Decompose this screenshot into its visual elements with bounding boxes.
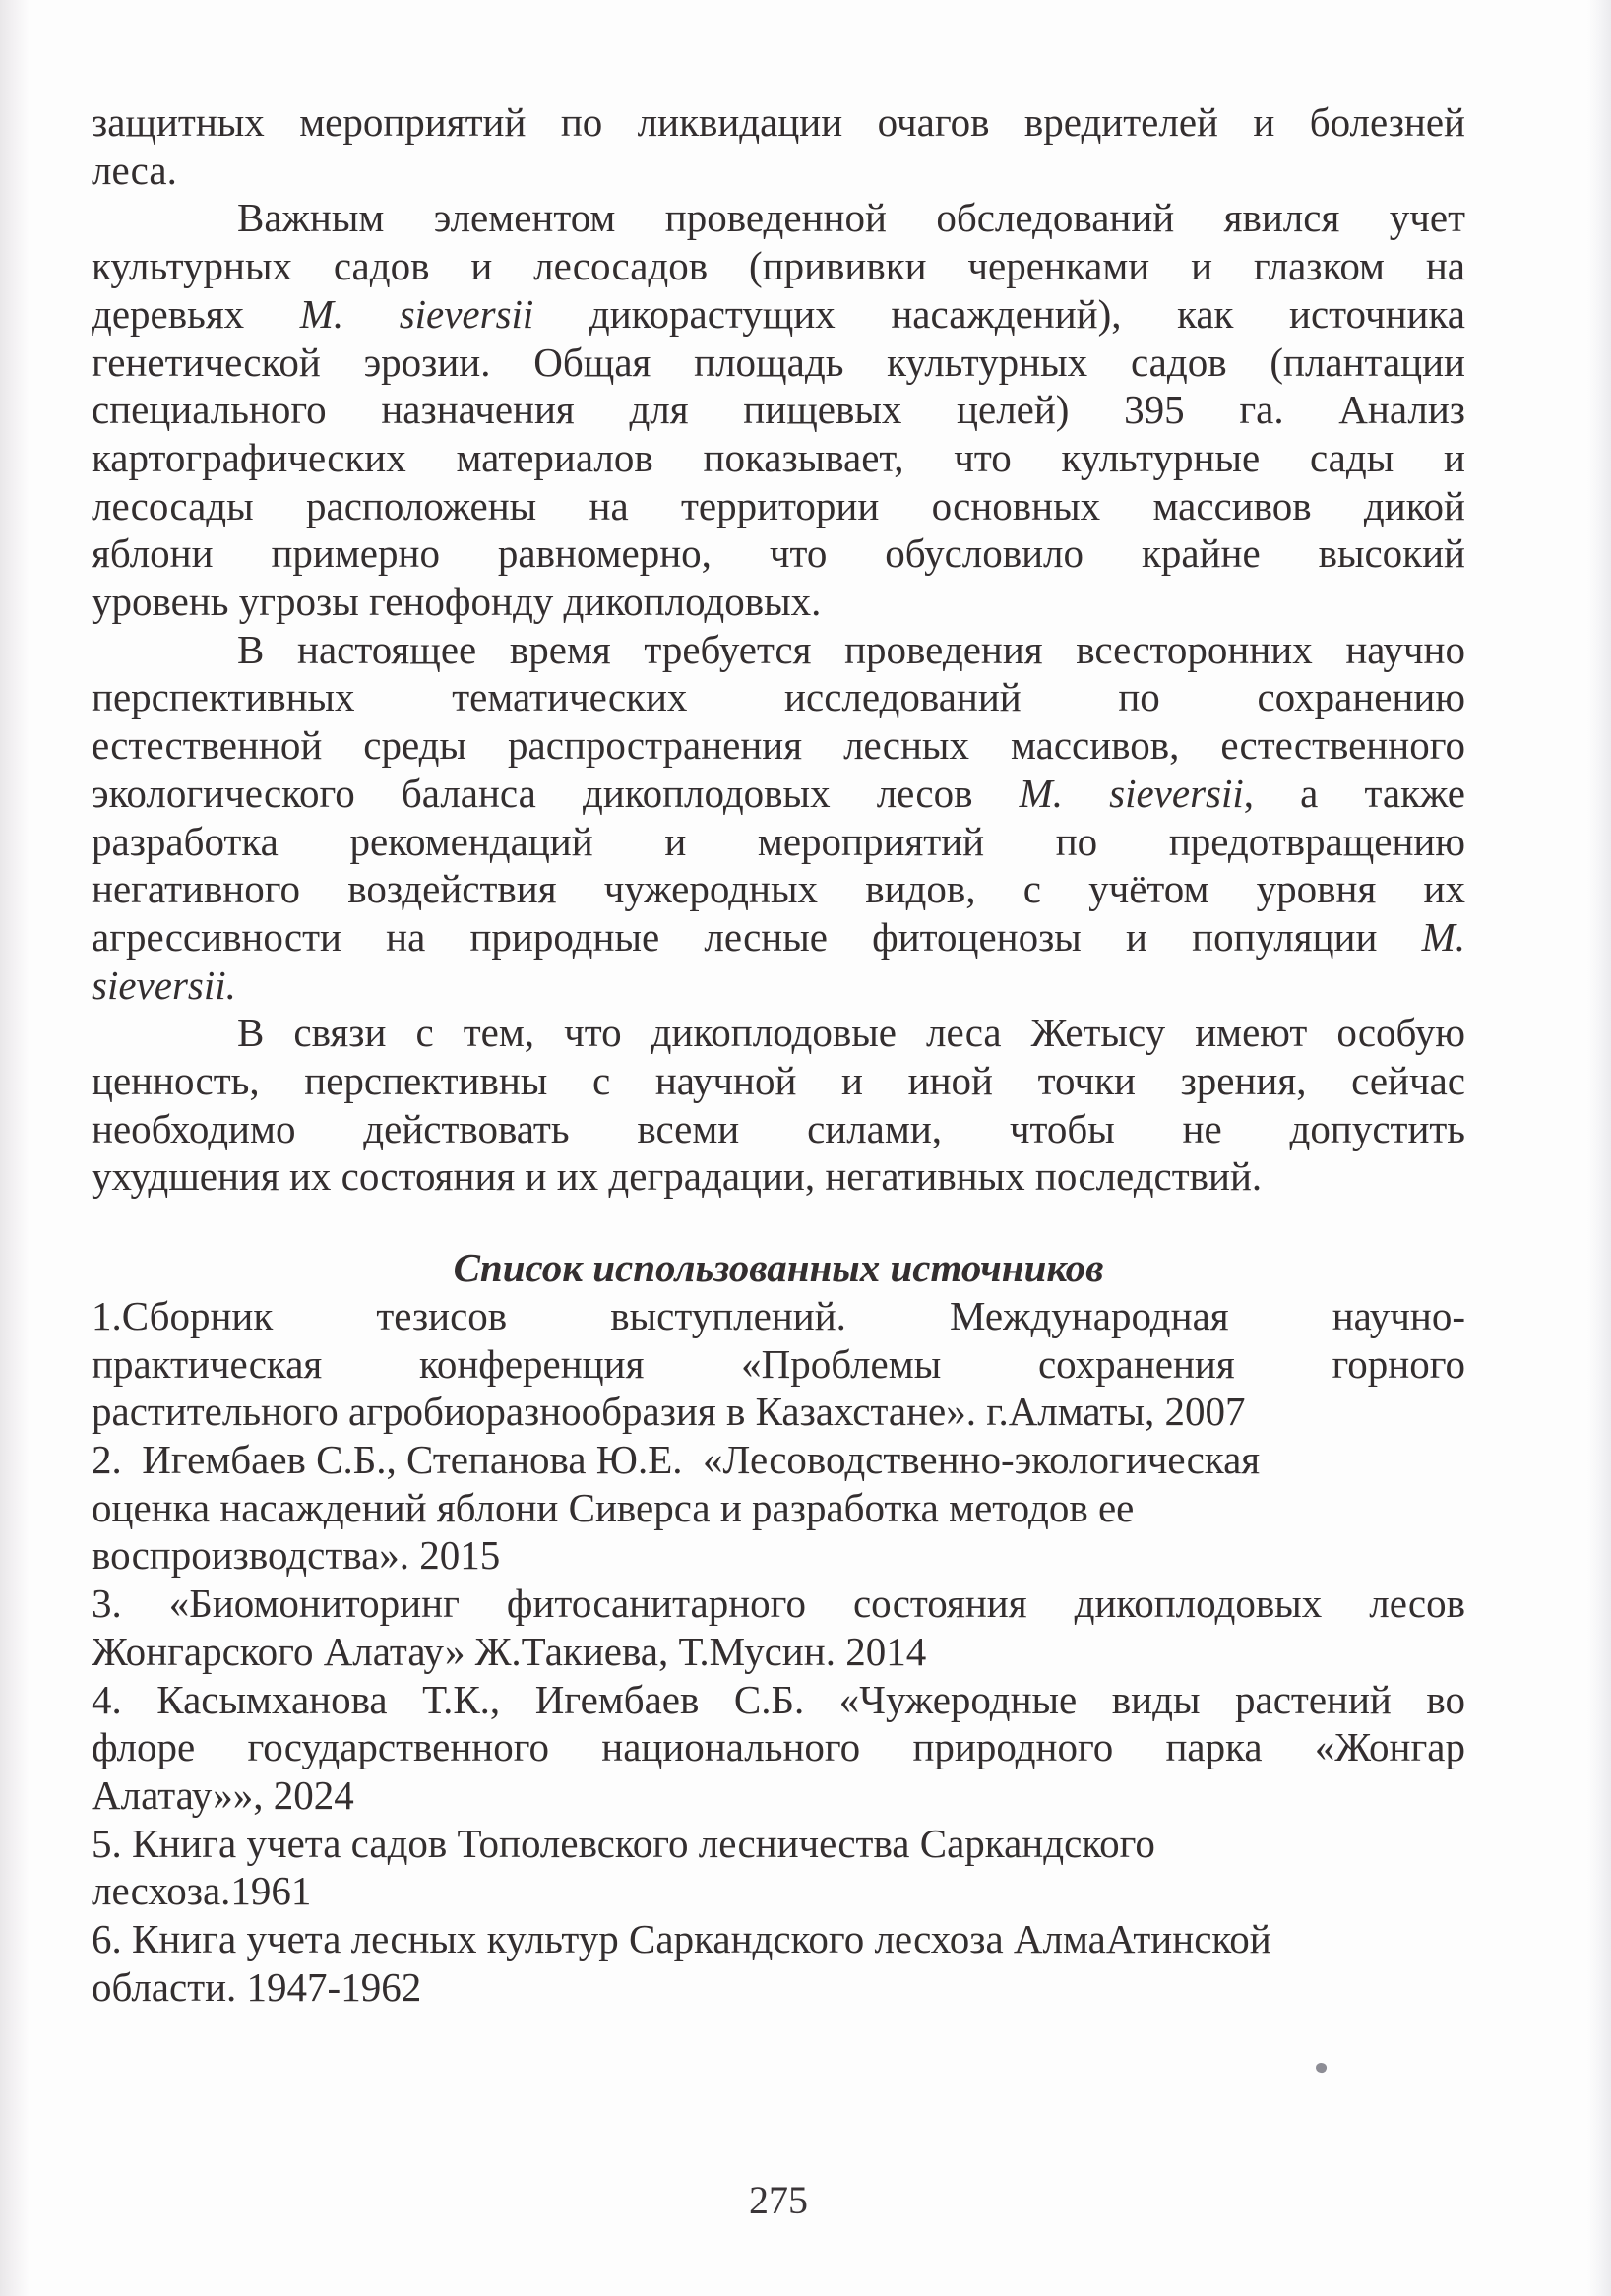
text-line: [92, 242, 1465, 290]
text-run: 1.Сборник тезисов выступлений. Международная научно-: [92, 1292, 1465, 1338]
text-run: специального назначения для пищевых целей) 395 га. Анализ: [92, 387, 1465, 433]
text-line: [92, 1867, 1465, 1915]
text-run: лесосады расположены на территории основных массивов дикой: [92, 482, 1465, 528]
text-run: перспективных тематических исследований по сохранению: [92, 674, 1465, 720]
text-line: [92, 1820, 1465, 1868]
text-line: [92, 529, 1465, 578]
text-run: 4. Касымханова Т.К., Игембаев С.Б. «Чужеродные виды растений во: [92, 1676, 1465, 1722]
text-line: [92, 578, 1465, 626]
text-line: [92, 770, 1465, 818]
text-line: [92, 818, 1465, 866]
text-line: [92, 386, 1465, 434]
text-run: флоре государственного национального природного парка «Жонгар: [92, 1724, 1465, 1770]
text-run: картографических материалов показывает, что культурные сады и: [92, 434, 1465, 480]
page-left-edge-shadow: [0, 0, 30, 2296]
text-run: , а также: [1243, 770, 1465, 816]
text-run: В настоящее время требуется проведения всесторонних научно: [237, 626, 1465, 672]
text-line: [92, 482, 1465, 530]
text-run: леса.: [92, 147, 177, 193]
italic-text-run: Список использованных источников: [453, 1245, 1104, 1291]
paragraph-continuation: [92, 98, 1465, 194]
text-run: практическая конференция «Проблемы сохранения горного: [92, 1340, 1465, 1387]
text-run: 2. Игембаев С.Б., Степанова Ю.Е. «Лесоводственно-экологическая: [92, 1436, 1261, 1482]
text-run: естественной среды распространения лесных массивов, естественного: [92, 722, 1465, 769]
text-run: В связи с тем, что дикоплодовые леса Жетысу имеют особую: [237, 1010, 1465, 1056]
text-line: [92, 339, 1465, 387]
italic-text-run: M. sieversii: [1019, 770, 1244, 816]
text-line: [92, 721, 1465, 770]
text-line: [92, 913, 1465, 962]
text-line: [92, 434, 1465, 482]
text-line: [92, 962, 1465, 1010]
text-run: Жонгарского Алатау» Ж.Такиева, Т.Мусин. 2014: [92, 1628, 927, 1674]
text-line: [92, 1771, 1465, 1820]
text-line: [92, 1152, 1465, 1201]
page-number: 275: [749, 2178, 808, 2222]
text-run: растительного агробиоразнообразия в Казахстане». г.Алматы, 2007: [92, 1389, 1246, 1435]
paragraph-survey: [92, 194, 1465, 625]
text-line: [92, 865, 1465, 913]
text-line: [92, 1676, 1465, 1724]
paragraph-research-needs: [92, 626, 1465, 1010]
text-run: лесхоза.1961: [92, 1868, 312, 1914]
text-run: ухудшения их состояния и их деградации, негативных последствий.: [92, 1153, 1263, 1200]
text-run: генетической эрозии. Общая площадь культурных садов (плантации: [92, 339, 1465, 385]
italic-text-run: М.: [1421, 913, 1465, 960]
text-run: дикорастущих насаждений), как источника: [533, 290, 1465, 337]
italic-text-run: M. sieversii: [299, 290, 534, 337]
text-run: оценка насаждений яблони Сиверса и разработка методов ее: [92, 1484, 1135, 1530]
text-run: 5. Книга учета садов Тополевского лесничества Саркандского: [92, 1820, 1155, 1866]
text-line: [92, 1436, 1465, 1484]
page-right-edge-shadow: [1587, 0, 1611, 2296]
text-line: [92, 1531, 1465, 1580]
scan-speck: [1315, 2062, 1328, 2075]
reference-4: [92, 1676, 1465, 1820]
text-line: [92, 147, 1465, 195]
text-line: [92, 1963, 1465, 2012]
text-run: Алатау»», 2024: [92, 1771, 354, 1818]
text-run: 3. «Биомониторинг фитосанитарного состояния дикоплодовых лесов: [92, 1581, 1465, 1627]
text-line: [92, 1915, 1465, 1963]
text-line: [92, 1580, 1465, 1628]
text-run: уровень угрозы генофонду дикоплодовых.: [92, 579, 822, 625]
text-line: [92, 1628, 1465, 1676]
text-run: агрессивности на природные лесные фитоценозы и популяции: [92, 913, 1422, 960]
reference-6: [92, 1915, 1465, 2011]
text-line: [92, 290, 1465, 339]
text-line: [92, 1292, 1465, 1340]
paragraph-conclusion: [92, 1009, 1465, 1201]
references-heading-line: [92, 1244, 1465, 1292]
text-line: [92, 1105, 1465, 1153]
text-run: негативного воздействия чужеродных видов, с учётом уровня их: [92, 866, 1465, 912]
text-column: [92, 98, 1465, 2011]
text-line: [92, 194, 1465, 242]
text-run: культурных садов и лесосадов (прививки черенками и глазком на: [92, 243, 1465, 289]
reference-2: [92, 1436, 1465, 1580]
text-run: деревьях: [92, 290, 300, 337]
text-line: [92, 98, 1465, 147]
text-run: экологического баланса дикоплодовых лесов: [92, 770, 1020, 816]
text-line: [92, 673, 1465, 721]
reference-5: [92, 1820, 1465, 1915]
text-run: разработка рекомендаций и мероприятий по предотвращению: [92, 818, 1465, 864]
text-run: необходимо действовать всеми силами, чтобы не допустить: [92, 1105, 1465, 1151]
italic-text-run: sieversii.: [92, 962, 236, 1008]
text-line: [92, 1388, 1465, 1436]
text-run: яблони примерно равномерно, что обусловило крайне высокий: [92, 530, 1465, 577]
text-line: [92, 1057, 1465, 1105]
text-line: [92, 1723, 1465, 1771]
reference-1: [92, 1292, 1465, 1436]
text-line: [92, 1009, 1465, 1057]
text-line: [92, 1340, 1465, 1389]
text-run: воспроизводства». 2015: [92, 1532, 501, 1579]
text-run: ценность, перспективны с научной и иной точки зрения, сейчас: [92, 1058, 1465, 1104]
text-run: 6. Книга учета лесных культур Саркандского лесхоза АлмаАтинской: [92, 1916, 1271, 1962]
text-line: [92, 1484, 1465, 1532]
reference-3: [92, 1580, 1465, 1675]
text-run: Важным элементом проведенной обследований явился учет: [237, 195, 1465, 241]
text-line: [92, 626, 1465, 674]
references-heading: [92, 1244, 1465, 1292]
text-run: области. 1947-1962: [92, 1963, 422, 2010]
text-run: защитных мероприятий по ликвидации очагов вредителей и болезней: [92, 99, 1465, 145]
